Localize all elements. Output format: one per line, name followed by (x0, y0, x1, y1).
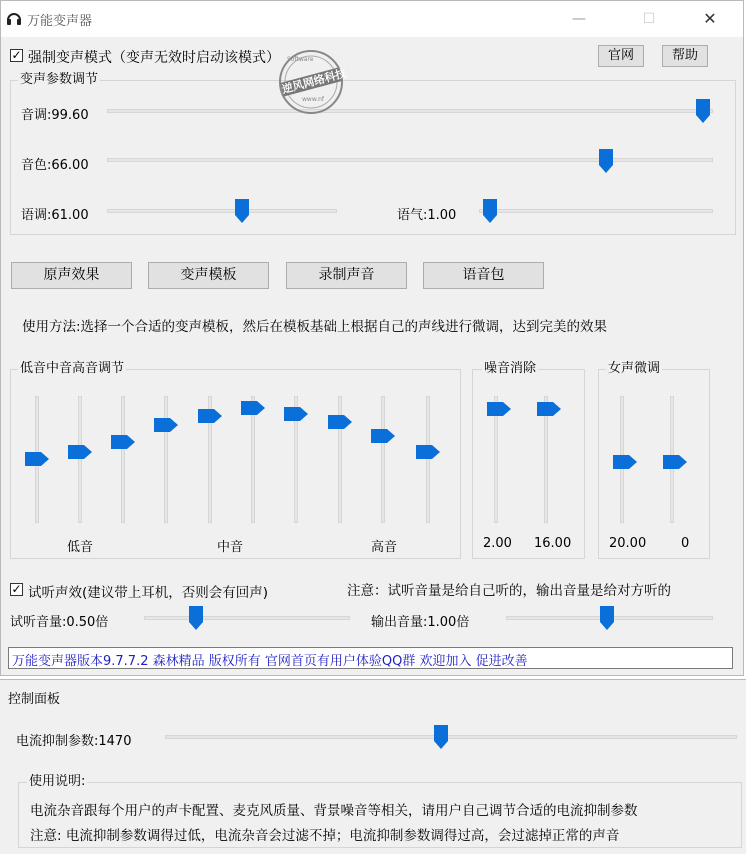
close-icon: ✕ (703, 9, 717, 28)
preview-volume-label: 试听音量:0.50倍 (10, 615, 109, 630)
female-value-2: 0 (681, 536, 690, 551)
preview-note: 注意：试听音量是给自己听的，输出音量是给对方听的 (347, 583, 671, 599)
female-slider-2-thumb[interactable] (663, 455, 687, 469)
tone-slider-thumb[interactable] (483, 199, 497, 223)
minimize-icon: — (572, 11, 586, 27)
preview-volume-thumb[interactable] (189, 606, 203, 630)
control-panel-title: 控制面板 (8, 692, 61, 707)
eq-slider-10-track[interactable] (426, 396, 430, 523)
eq-slider-7-thumb[interactable] (284, 407, 308, 421)
noise-slider-1-thumb[interactable] (487, 402, 511, 416)
control-panel-window (0, 679, 746, 854)
preview-checkbox-label: 试听声效(建议带上耳机，否则会有回声) (28, 585, 269, 601)
eq-slider-3-thumb[interactable] (111, 435, 135, 449)
tone-slider-track[interactable] (479, 209, 713, 213)
website-button[interactable]: 官网 (598, 45, 644, 67)
voice-params-title: 变声参数调节 (20, 72, 99, 87)
pitch-label: 音调:99.60 (21, 108, 89, 123)
eq-high-label: 高音 (371, 540, 398, 555)
timbre-slider-thumb[interactable] (599, 149, 613, 173)
eq-slider-9-thumb[interactable] (371, 429, 395, 443)
force-mode-label: 强制变声模式（变声无效时启动该模式） (28, 50, 280, 66)
usage-hint: 使用方法:选择一个合适的变声模板，然后在模板基础上根据自己的声线进行微调，达到完美的效果 (22, 319, 608, 335)
speed-label: 语调:61.00 (21, 208, 89, 223)
speed-slider-thumb[interactable] (235, 199, 249, 223)
preview-volume-track[interactable] (144, 616, 350, 620)
noise-group (472, 369, 585, 559)
eq-slider-1-thumb[interactable] (25, 452, 49, 466)
record-sound-button[interactable]: 录制声音 (286, 262, 407, 289)
eq-slider-2-thumb[interactable] (68, 445, 92, 459)
eq-slider-3-track[interactable] (121, 396, 125, 523)
eq-slider-4-thumb[interactable] (154, 418, 178, 432)
instructions-line-1: 电流杂音跟每个用户的声卡配置、麦克风质量、背景噪音等相关，请用户自己调节合适的电流抑制参数 (30, 803, 638, 819)
close-button[interactable] (687, 1, 733, 37)
stamp-top-text: Software (287, 56, 314, 63)
minimize-button[interactable] (556, 1, 602, 37)
force-mode-checkbox[interactable]: ✓ (11, 48, 22, 62)
pitch-slider-thumb[interactable] (696, 99, 710, 123)
current-suppress-label: 电流抑制参数:1470 (16, 734, 132, 749)
eq-mid-label: 中音 (217, 540, 244, 555)
eq-low-label: 低音 (67, 540, 94, 555)
instructions-line-2: 注意: 电流抑制参数调得过低，电流杂音会过滤不掉；电流抑制参数调得过高，会过滤掉正常的声音 (30, 828, 620, 844)
noise-value-2: 16.00 (534, 536, 572, 551)
footer-bar (8, 647, 733, 669)
tone-label: 语气:1.00 (397, 208, 457, 223)
voice-pack-button[interactable]: 语音包 (423, 262, 544, 289)
eq-slider-2-track[interactable] (78, 396, 82, 523)
voice-template-button[interactable]: 变声模板 (148, 262, 269, 289)
preview-checkbox[interactable]: ✓ (11, 582, 22, 596)
eq-title: 低音中音高音调节 (20, 361, 125, 376)
timbre-slider-track[interactable] (107, 158, 713, 162)
current-suppress-thumb[interactable] (434, 725, 448, 749)
title-bar (1, 1, 743, 37)
window-title: 万能变声器 (27, 14, 93, 29)
maximize-button[interactable] (626, 1, 672, 37)
output-volume-thumb[interactable] (600, 606, 614, 630)
female-title: 女声微调 (608, 361, 661, 376)
eq-slider-6-thumb[interactable] (241, 401, 265, 415)
female-slider-1-thumb[interactable] (613, 455, 637, 469)
noise-value-1: 2.00 (483, 536, 512, 551)
eq-slider-8-thumb[interactable] (328, 415, 352, 429)
pitch-slider-track[interactable] (107, 109, 713, 113)
noise-title: 噪音消除 (484, 361, 537, 376)
maximize-icon: ☐ (642, 11, 656, 27)
stamp-bottom-text: www.nf (302, 96, 324, 103)
original-voice-button[interactable]: 原声效果 (11, 262, 132, 289)
eq-slider-4-track[interactable] (164, 396, 168, 523)
eq-slider-5-thumb[interactable] (198, 409, 222, 423)
help-button[interactable]: 帮助 (662, 45, 708, 67)
instructions-title: 使用说明: (29, 774, 86, 789)
speed-slider-track[interactable] (107, 209, 337, 213)
timbre-label: 音色:66.00 (21, 158, 89, 173)
current-suppress-track[interactable] (165, 735, 737, 739)
noise-slider-2-thumb[interactable] (537, 402, 561, 416)
footer-text: 万能变声器版本9.7.7.2 森林精品 版权所有 官网首页有用户体验QQ群 欢迎加入 促进改善 (12, 654, 528, 669)
stamp-main-text: 逆风网络科技 (280, 66, 348, 97)
output-volume-label: 输出音量:1.00倍 (371, 615, 470, 630)
eq-slider-6-track[interactable] (251, 396, 255, 523)
eq-slider-10-thumb[interactable] (416, 445, 440, 459)
female-value-1: 20.00 (609, 536, 647, 551)
eq-slider-9-track[interactable] (381, 396, 385, 523)
headphones-icon (6, 11, 22, 27)
